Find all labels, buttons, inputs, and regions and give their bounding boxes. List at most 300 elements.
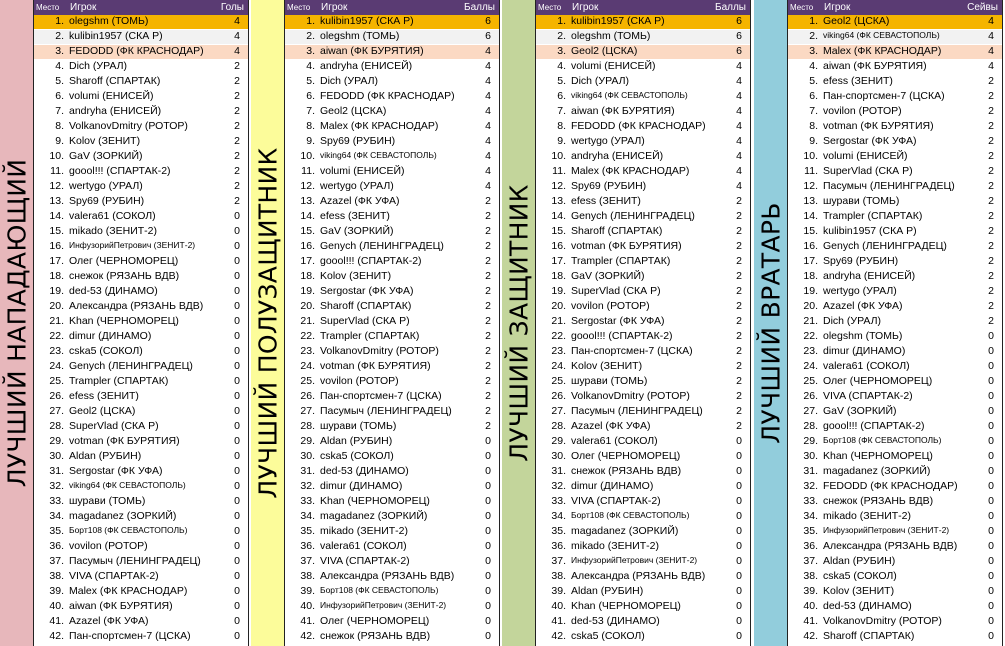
rank-cell: 11. (804, 165, 818, 177)
score-cell: 2 (485, 195, 491, 207)
table-row (285, 390, 499, 405)
score-cell: 0 (988, 510, 994, 522)
table-row (34, 630, 248, 645)
table-row (788, 180, 1002, 195)
rank-cell: 30. (803, 450, 818, 462)
score-cell: 0 (485, 435, 491, 447)
value-header: Сейвы (967, 2, 998, 13)
player-cell: Александра (РЯЗАНЬ ВДВ) (571, 570, 706, 582)
rank-cell: 35. (49, 525, 64, 537)
score-cell: 2 (988, 180, 994, 192)
player-cell: шурави (ТОМЬ) (320, 420, 397, 432)
rank-cell: 27. (300, 405, 315, 417)
score-cell: 4 (736, 135, 742, 147)
rank-cell: 30. (49, 450, 64, 462)
rank-cell: 9. (557, 135, 566, 147)
rank-cell: 9. (306, 135, 315, 147)
table-row (788, 495, 1002, 510)
player-cell: FEDODD (ФК КРАСНОДАР) (571, 120, 706, 132)
player-cell: cska5 (СОКОЛ) (571, 630, 645, 642)
score-cell: 0 (485, 495, 491, 507)
table-row (34, 60, 248, 75)
table-row (536, 375, 750, 390)
table-row (788, 615, 1002, 630)
table-row (536, 480, 750, 495)
player-cell: Александра (РЯЗАНЬ ВДВ) (320, 570, 455, 582)
score-cell: 0 (988, 615, 994, 627)
rank-cell: 4. (557, 60, 566, 72)
player-cell: volumi (ЕНИСЕЙ) (320, 165, 405, 177)
rank-cell: 5. (557, 75, 566, 87)
score-cell: 0 (736, 465, 742, 477)
player-header: Игрок (824, 2, 851, 13)
table-row (34, 45, 248, 60)
score-cell: 2 (234, 120, 240, 132)
rank-cell: 29. (551, 435, 566, 447)
rank-cell: 17. (551, 255, 566, 267)
table-header (34, 0, 248, 15)
score-cell: 6 (485, 30, 491, 42)
rank-cell: 18. (49, 270, 64, 282)
rank-cell: 7. (55, 105, 64, 117)
score-cell: 0 (988, 555, 994, 567)
score-cell: 0 (485, 615, 491, 627)
forward-panel-title: ЛУЧШИЙ НАПАДАЮЩИЙ (2, 158, 31, 488)
player-cell: Malex (ФК КРАСНОДАР) (69, 585, 188, 597)
rank-cell: 18. (803, 270, 818, 282)
rank-cell: 22. (803, 330, 818, 342)
score-cell: 4 (485, 165, 491, 177)
table-row (34, 75, 248, 90)
player-cell: goool!!! (СПАРТАК-2) (320, 255, 422, 267)
rank-cell: 28. (300, 420, 315, 432)
table-row (285, 525, 499, 540)
score-cell: 2 (988, 270, 994, 282)
table-row (788, 585, 1002, 600)
score-cell: 2 (485, 405, 491, 417)
score-cell: 0 (988, 585, 994, 597)
table-row (34, 90, 248, 105)
rank-cell: 42. (49, 630, 64, 642)
rank-cell: 37. (300, 555, 315, 567)
player-cell: goool!!! (СПАРТАК-2) (571, 330, 673, 342)
player-cell: GaV (ЗОРКИЙ) (69, 150, 143, 162)
score-cell: 0 (234, 495, 240, 507)
table-row (285, 45, 499, 60)
player-cell: Sharoff (СПАРТАК) (823, 630, 915, 642)
score-cell: 0 (988, 570, 994, 582)
table-row (285, 360, 499, 375)
player-cell: ИнфузорийПетрович (ЗЕНИТ-2) (571, 555, 698, 565)
score-cell: 0 (988, 600, 994, 612)
table-row (536, 300, 750, 315)
player-cell: Kolov (ЗЕНИТ) (320, 270, 392, 282)
player-cell: andryha (ЕНИСЕЙ) (571, 150, 664, 162)
table-row (788, 510, 1002, 525)
score-cell: 2 (485, 330, 491, 342)
table-row (536, 465, 750, 480)
player-cell: aiwan (ФК БУРЯТИЯ) (320, 45, 424, 57)
rank-cell: 11. (301, 165, 315, 177)
rank-cell: 5. (306, 75, 315, 87)
table-row (34, 285, 248, 300)
player-cell: efess (ЗЕНИТ) (823, 75, 893, 87)
table-row (34, 525, 248, 540)
player-cell: votman (ФК БУРЯТИЯ) (571, 240, 682, 252)
player-cell: GaV (ЗОРКИЙ) (823, 405, 897, 417)
table-row (34, 180, 248, 195)
player-cell: Борт108 (ФК СЕВАСТОПОЛЬ) (571, 510, 690, 520)
player-cell: Trampler (СПАРТАК) (69, 375, 169, 387)
place-header: Место (538, 3, 562, 12)
score-cell: 2 (988, 210, 994, 222)
score-cell: 0 (988, 480, 994, 492)
table-row (788, 150, 1002, 165)
player-cell: dimur (ДИНАМО) (69, 330, 152, 342)
rank-cell: 3. (809, 45, 818, 57)
player-cell: votman (ФК БУРЯТИЯ) (69, 435, 180, 447)
player-cell: mikado (ЗЕНИТ-2) (571, 540, 659, 552)
score-cell: 2 (736, 360, 742, 372)
player-cell: Олег (ЧЕРНОМОРЕЦ) (69, 255, 179, 267)
player-cell: andryha (ЕНИСЕЙ) (69, 105, 162, 117)
score-cell: 2 (988, 150, 994, 162)
rank-cell: 21. (300, 315, 315, 327)
score-cell: 0 (234, 330, 240, 342)
table-row (34, 210, 248, 225)
player-cell: Geol2 (ЦСКА) (571, 45, 638, 57)
table-row (788, 435, 1002, 450)
defender-ranking-table (535, 0, 751, 646)
table-row (34, 360, 248, 375)
player-cell: VolkanovDmitry (РОТОР) (320, 345, 439, 357)
table-row (536, 630, 750, 645)
score-cell: 4 (736, 105, 742, 117)
table-row (285, 105, 499, 120)
table-row (285, 75, 499, 90)
player-cell: vovilon (РОТОР) (823, 105, 902, 117)
table-row (788, 300, 1002, 315)
table-row (788, 420, 1002, 435)
table-row (285, 195, 499, 210)
score-cell: 4 (736, 75, 742, 87)
rank-cell: 21. (49, 315, 64, 327)
player-cell: olegshm (ТОМЬ) (823, 330, 903, 342)
table-row (34, 465, 248, 480)
rank-cell: 11. (552, 165, 566, 177)
rank-cell: 20. (803, 300, 818, 312)
rank-cell: 10. (300, 150, 315, 162)
rank-cell: 1. (55, 15, 64, 27)
score-cell: 0 (234, 240, 240, 252)
player-cell: mikado (ЗЕНИТ-2) (320, 525, 408, 537)
rank-cell: 2. (55, 30, 64, 42)
table-row (536, 345, 750, 360)
forward-ranking-table (33, 0, 249, 646)
player-cell: wertygo (УРАЛ) (823, 285, 897, 297)
rank-cell: 33. (300, 495, 315, 507)
player-cell: SuperVlad (СКА Р) (571, 285, 661, 297)
table-row (285, 300, 499, 315)
table-row (34, 375, 248, 390)
score-cell: 0 (485, 525, 491, 537)
player-cell: Kolov (ЗЕНИТ) (823, 585, 895, 597)
score-cell: 0 (988, 495, 994, 507)
table-row (285, 90, 499, 105)
player-cell: Пасумыч (ЛЕНИНГРАДЕЦ) (320, 405, 452, 417)
player-cell: Azazel (ФК УФА) (571, 420, 651, 432)
rank-cell: 32. (49, 480, 64, 492)
score-cell: 0 (736, 630, 742, 642)
player-cell: Sharoff (СПАРТАК) (320, 300, 412, 312)
goalkeeper-ranking-table (787, 0, 1003, 646)
score-cell: 0 (234, 630, 240, 642)
rank-cell: 39. (551, 585, 566, 597)
player-cell: valera61 (СОКОЛ) (69, 210, 156, 222)
player-cell: Kolov (ЗЕНИТ) (571, 360, 643, 372)
table-row (285, 165, 499, 180)
table-row (536, 180, 750, 195)
rank-cell: 24. (803, 360, 818, 372)
player-cell: FEDODD (ФК КРАСНОДАР) (823, 480, 958, 492)
place-header: Место (287, 3, 311, 12)
player-cell: dimur (ДИНАМО) (571, 480, 654, 492)
score-cell: 0 (485, 585, 491, 597)
place-header: Место (790, 3, 814, 12)
player-cell: vovilon (РОТОР) (320, 375, 399, 387)
player-cell: Борт108 (ФК СЕВАСТОПОЛЬ) (823, 435, 942, 445)
rank-cell: 38. (49, 570, 64, 582)
table-row (788, 120, 1002, 135)
rank-cell: 31. (803, 465, 818, 477)
table-row (536, 600, 750, 615)
player-cell: снежок (РЯЗАНЬ ВДВ) (571, 465, 682, 477)
rank-cell: 14. (803, 210, 818, 222)
player-cell: Dich (УРАЛ) (320, 75, 379, 87)
table-row (34, 150, 248, 165)
rank-cell: 17. (300, 255, 315, 267)
table-row (285, 510, 499, 525)
table-row (536, 570, 750, 585)
score-cell: 2 (485, 270, 491, 282)
rank-cell: 6. (557, 90, 566, 102)
table-row (536, 45, 750, 60)
table-row (536, 240, 750, 255)
player-cell: Aldan (РУБИН) (69, 450, 142, 462)
rank-cell: 20. (551, 300, 566, 312)
rank-cell: 24. (551, 360, 566, 372)
table-row (788, 285, 1002, 300)
table-row (34, 405, 248, 420)
player-cell: GaV (ЗОРКИЙ) (320, 225, 394, 237)
table-row (536, 30, 750, 45)
player-cell: ИнфузорийПетрович (ЗЕНИТ-2) (69, 240, 196, 250)
forward-title-strip (0, 0, 33, 646)
score-cell: 2 (234, 60, 240, 72)
player-cell: kulibin1957 (СКА Р) (69, 30, 163, 42)
rank-cell: 27. (551, 405, 566, 417)
midfielder-ranking-table (284, 0, 500, 646)
table-row (788, 15, 1002, 30)
score-cell: 2 (736, 315, 742, 327)
score-cell: 0 (485, 570, 491, 582)
rank-cell: 15. (300, 225, 315, 237)
score-cell: 2 (736, 375, 742, 387)
rank-cell: 26. (803, 390, 818, 402)
table-row (536, 15, 750, 30)
player-cell: Пан-спортсмен-7 (ЦСКА) (571, 345, 693, 357)
score-cell: 4 (485, 150, 491, 162)
rank-cell: 22. (551, 330, 566, 342)
score-cell: 2 (485, 420, 491, 432)
player-cell: Борт108 (ФК СЕВАСТОПОЛЬ) (69, 525, 188, 535)
rank-cell: 4. (809, 60, 818, 72)
player-cell: SuperVlad (СКА Р) (320, 315, 410, 327)
rank-cell: 14. (551, 210, 566, 222)
player-cell: magadanez (ЗОРКИЙ) (320, 510, 428, 522)
player-cell: Spy69 (РУБИН) (823, 255, 899, 267)
rank-cell: 10. (803, 150, 818, 162)
score-cell: 0 (234, 540, 240, 552)
rank-cell: 41. (49, 615, 64, 627)
player-cell: olegshm (ТОМЬ) (320, 30, 400, 42)
rank-cell: 23. (49, 345, 64, 357)
score-cell: 0 (234, 435, 240, 447)
score-cell: 0 (988, 465, 994, 477)
table-row (788, 450, 1002, 465)
score-cell: 4 (988, 15, 994, 27)
score-cell: 0 (736, 570, 742, 582)
rank-cell: 41. (551, 615, 566, 627)
score-cell: 2 (485, 225, 491, 237)
value-header: Баллы (464, 2, 495, 13)
table-row (788, 330, 1002, 345)
rank-cell: 12. (300, 180, 315, 192)
player-cell: Geol2 (ЦСКА) (69, 405, 136, 417)
rank-cell: 1. (306, 15, 315, 27)
table-row (788, 465, 1002, 480)
player-cell: Trampler (СПАРТАК) (823, 210, 923, 222)
player-cell: wertygo (УРАЛ) (320, 180, 394, 192)
rank-cell: 14. (49, 210, 64, 222)
rank-cell: 12. (49, 180, 64, 192)
score-cell: 0 (234, 270, 240, 282)
score-cell: 2 (736, 195, 742, 207)
score-cell: 0 (234, 255, 240, 267)
table-header (285, 0, 499, 15)
score-cell: 2 (485, 375, 491, 387)
score-cell: 0 (234, 375, 240, 387)
rank-cell: 25. (300, 375, 315, 387)
table-row (788, 375, 1002, 390)
table-row (788, 600, 1002, 615)
player-cell: dimur (ДИНАМО) (320, 480, 403, 492)
score-cell: 2 (234, 105, 240, 117)
table-row (34, 270, 248, 285)
rank-cell: 39. (300, 585, 315, 597)
score-cell: 4 (234, 45, 240, 57)
table-row (34, 30, 248, 45)
table-row (788, 360, 1002, 375)
rank-cell: 16. (49, 240, 64, 252)
player-cell: SuperVlad (СКА Р) (823, 165, 913, 177)
rank-cell: 23. (300, 345, 315, 357)
table-row (285, 330, 499, 345)
rank-cell: 25. (803, 375, 818, 387)
score-cell: 4 (736, 60, 742, 72)
rank-cell: 33. (49, 495, 64, 507)
table-row (536, 195, 750, 210)
score-cell: 0 (234, 525, 240, 537)
table-row (285, 600, 499, 615)
player-cell: снежок (РЯЗАНЬ ВДВ) (823, 495, 934, 507)
table-row (788, 540, 1002, 555)
player-cell: magadanez (ЗОРКИЙ) (823, 465, 931, 477)
score-cell: 0 (234, 420, 240, 432)
player-header: Игрок (70, 2, 97, 13)
table-row (536, 150, 750, 165)
score-cell: 4 (485, 120, 491, 132)
score-cell: 0 (234, 360, 240, 372)
rank-cell: 35. (300, 525, 315, 537)
table-row (34, 420, 248, 435)
table-row (788, 570, 1002, 585)
player-cell: Пасумыч (ЛЕНИНГРАДЕЦ) (69, 555, 201, 567)
rank-cell: 10. (551, 150, 566, 162)
table-row (536, 585, 750, 600)
rank-cell: 16. (300, 240, 315, 252)
player-cell: valera61 (СОКОЛ) (823, 360, 910, 372)
player-cell: viking64 (ФК СЕВАСТОПОЛЬ) (320, 150, 437, 160)
score-cell: 2 (988, 105, 994, 117)
player-cell: Sergostar (ФК УФА) (69, 465, 163, 477)
player-cell: olegshm (ТОМЬ) (69, 15, 149, 27)
table-row (788, 135, 1002, 150)
score-cell: 4 (234, 15, 240, 27)
table-row (788, 480, 1002, 495)
score-cell: 2 (736, 300, 742, 312)
score-cell: 0 (485, 630, 491, 642)
rank-cell: 34. (803, 510, 818, 522)
score-cell: 2 (988, 120, 994, 132)
table-row (788, 60, 1002, 75)
score-cell: 2 (988, 315, 994, 327)
player-cell: andryha (ЕНИСЕЙ) (320, 60, 413, 72)
table-row (788, 240, 1002, 255)
score-cell: 0 (485, 555, 491, 567)
player-cell: goool!!! (СПАРТАК-2) (69, 165, 171, 177)
rank-cell: 40. (300, 600, 315, 612)
table-row (34, 300, 248, 315)
rank-cell: 32. (300, 480, 315, 492)
player-cell: valera61 (СОКОЛ) (320, 540, 407, 552)
table-row (285, 480, 499, 495)
player-cell: Kolov (ЗЕНИТ) (69, 135, 141, 147)
player-cell: ИнфузорийПетрович (ЗЕНИТ-2) (823, 525, 950, 535)
rank-cell: 32. (803, 480, 818, 492)
score-cell: 0 (988, 435, 994, 447)
table-row (34, 450, 248, 465)
score-cell: 2 (988, 300, 994, 312)
rank-cell: 9. (809, 135, 818, 147)
score-cell: 0 (736, 555, 742, 567)
player-cell: volumi (ЕНИСЕЙ) (571, 60, 656, 72)
score-cell: 0 (234, 450, 240, 462)
table-row (285, 255, 499, 270)
table-row (536, 270, 750, 285)
table-row (536, 105, 750, 120)
table-row (536, 285, 750, 300)
